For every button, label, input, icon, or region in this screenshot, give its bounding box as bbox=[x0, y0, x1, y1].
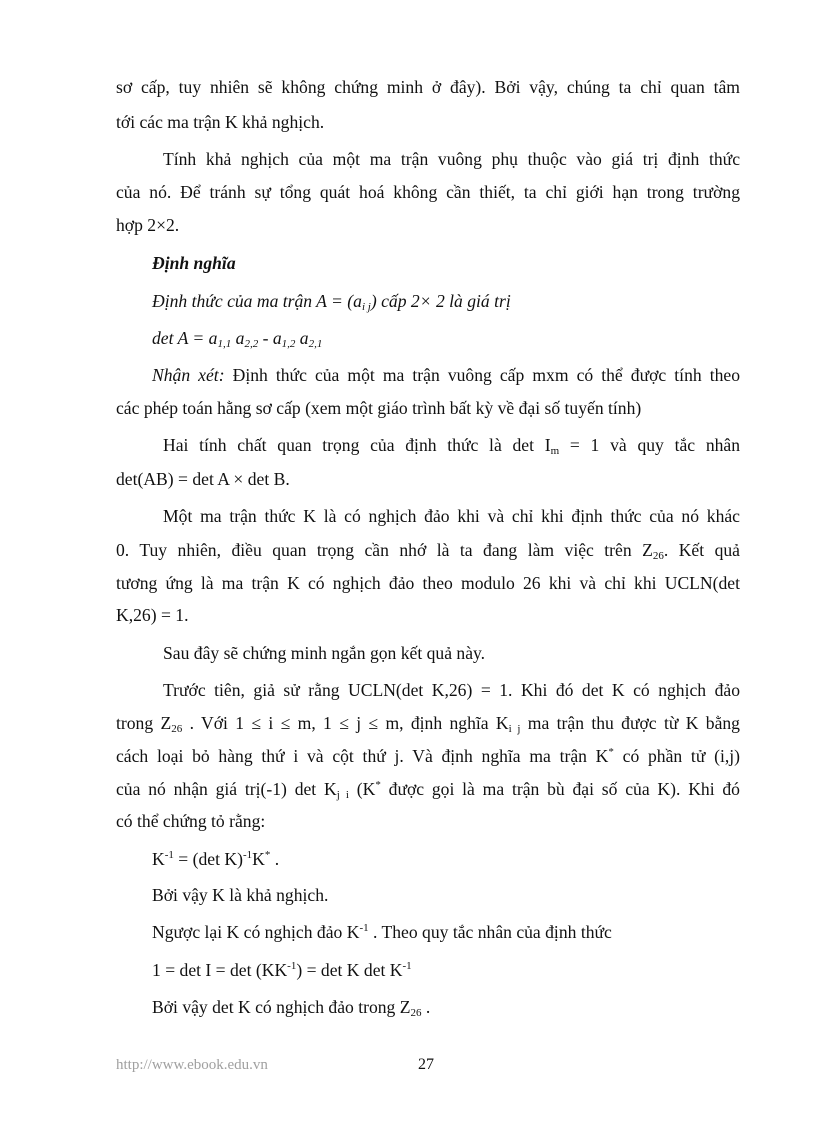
paragraph-line bbox=[116, 76, 740, 98]
text-run: . Theo quy tắc nhân của định thức bbox=[368, 922, 612, 942]
formula-line bbox=[152, 848, 740, 870]
paragraph-line bbox=[163, 148, 740, 170]
paragraph-line bbox=[116, 712, 740, 734]
text-run: Một ma trận thức K là có nghịch đảo khi và chỉ khi định thức của nó khác bbox=[163, 506, 740, 526]
text-run: = (det K) bbox=[173, 849, 243, 869]
subscript: 26 bbox=[410, 1007, 422, 1019]
text-run: Bởi vậy K là khả nghịch. bbox=[152, 885, 329, 905]
text-run: (K bbox=[348, 779, 376, 799]
paragraph-line bbox=[116, 468, 740, 490]
text-run: có phần tử (i,j) bbox=[613, 746, 740, 766]
paragraph-line bbox=[116, 778, 740, 800]
paragraph-line bbox=[163, 505, 740, 527]
remark-label: Nhận xét: bbox=[152, 365, 225, 385]
superscript: -1 bbox=[402, 960, 412, 972]
paragraph-line bbox=[152, 996, 740, 1018]
text-run: det(AB) = det A × det B. bbox=[116, 469, 290, 489]
definition-line bbox=[152, 290, 740, 312]
subscript: 26 bbox=[171, 723, 183, 735]
text-run: của nó. Để tránh sự tổng quát hoá không cần thiết, ta chỉ giới hạn trong trường bbox=[116, 182, 740, 202]
definition-heading bbox=[152, 252, 740, 274]
superscript: -1 bbox=[359, 922, 369, 934]
superscript: * bbox=[264, 849, 271, 861]
text-run: . bbox=[270, 849, 280, 869]
text-run: K bbox=[252, 849, 265, 869]
subscript: 1,2 bbox=[281, 338, 296, 350]
subscript: j i bbox=[336, 789, 349, 801]
paragraph-line bbox=[152, 884, 740, 906]
subscript: m bbox=[550, 445, 560, 457]
formula-line bbox=[152, 327, 740, 349]
text-run: ) = det K det K bbox=[296, 960, 403, 980]
paragraph-line bbox=[152, 921, 740, 943]
text-run: = 1 và quy tắc nhân bbox=[559, 435, 741, 455]
superscript: -1 bbox=[164, 849, 174, 861]
text-run: tương ứng là ma trận K có nghịch đảo theo modulo 26 khi và chỉ khi UCLN(det bbox=[116, 573, 740, 593]
text-run: K bbox=[152, 849, 165, 869]
paragraph-line bbox=[152, 364, 740, 386]
text-run: Tính khả nghịch của một ma trận vuông phụ thuộc vào giá trị định thức bbox=[163, 149, 740, 169]
subscript: 26 bbox=[652, 550, 664, 562]
text-run: Bởi vậy det K có nghịch đảo trong Z bbox=[152, 997, 411, 1017]
footer-url-link[interactable]: http://www.ebook.edu.vn bbox=[116, 1057, 268, 1073]
text-run: . Kết quả bbox=[663, 540, 740, 560]
paragraph-line bbox=[163, 679, 740, 701]
text-run: Định thức của một ma trận vuông cấp mxm có thể được tính theo bbox=[224, 365, 741, 385]
text-run: . Với 1 ≤ i ≤ m, 1 ≤ j ≤ m, định nghĩa K bbox=[182, 713, 509, 733]
text-run: K,26) = 1. bbox=[116, 605, 189, 625]
text-run: cách loại bỏ hàng thứ i và cột thứ j. Và định nghĩa ma trận K bbox=[116, 746, 609, 766]
text-run: Định nghĩa bbox=[152, 253, 236, 273]
subscript: i j bbox=[508, 723, 521, 735]
text-run: a bbox=[295, 328, 309, 348]
page-number: 27 bbox=[418, 1056, 434, 1073]
text-run: Ngược lại K có nghịch đảo K bbox=[152, 922, 360, 942]
text-run: trong Z bbox=[116, 713, 172, 733]
paragraph-line bbox=[116, 810, 740, 832]
text-run: của nó nhận giá trị(-1) det K bbox=[116, 779, 337, 799]
paragraph-line bbox=[116, 604, 740, 626]
paragraph-line bbox=[116, 214, 740, 236]
text-run: a bbox=[231, 328, 245, 348]
paragraph-line bbox=[116, 572, 740, 594]
text-run: det A = a bbox=[152, 328, 218, 348]
text-run: được gọi là ma trận bù đại số của K). Khi đó bbox=[380, 779, 740, 799]
subscript: i j bbox=[361, 301, 371, 313]
paragraph-line bbox=[116, 745, 740, 767]
text-run: ) cấp 2× 2 là giá trị bbox=[370, 291, 511, 311]
text-run: Định thức của ma trận A = (a bbox=[152, 291, 362, 311]
paragraph-line bbox=[116, 539, 740, 561]
text-run: có thể chứng tỏ rằng: bbox=[116, 811, 266, 831]
subscript: 2,2 bbox=[244, 338, 259, 350]
text-run: - a bbox=[258, 328, 282, 348]
subscript: 1,1 bbox=[217, 338, 232, 350]
paragraph-line bbox=[163, 642, 740, 664]
formula-line bbox=[152, 959, 740, 981]
text-run: Sau đây sẽ chứng minh ngắn gọn kết quả này. bbox=[163, 643, 486, 663]
text-run: 1 = det I = det (KK bbox=[152, 960, 288, 980]
paragraph-line bbox=[116, 397, 740, 419]
text-run: tới các ma trận K khả nghịch. bbox=[116, 112, 325, 132]
paragraph-line bbox=[163, 434, 740, 456]
text-run: sơ cấp, tuy nhiên sẽ không chứng minh ở đây). Bởi vậy, chúng ta chỉ quan tâm bbox=[116, 77, 740, 97]
text-run: hợp 2×2. bbox=[116, 215, 180, 235]
text-run: 0. Tuy nhiên, điều quan trọng cần nhớ là ta đang làm việc trên Z bbox=[116, 540, 653, 560]
text-run: các phép toán hằng sơ cấp (xem một giáo trình bất kỳ về đại số tuyến tính) bbox=[116, 398, 642, 418]
superscript: -1 bbox=[242, 849, 253, 861]
text-run: Hai tính chất quan trọng của định thức là det I bbox=[163, 435, 551, 455]
paragraph-line bbox=[116, 111, 740, 133]
text-run: ma trận thu được từ K bằng bbox=[520, 713, 740, 733]
text-run: Trước tiên, giả sử rằng UCLN(det K,26) = 1. Khi đó det K có nghịch đảo bbox=[163, 680, 740, 700]
superscript: -1 bbox=[287, 960, 297, 972]
subscript: 2,1 bbox=[308, 338, 323, 350]
superscript: * bbox=[375, 779, 381, 791]
superscript: * bbox=[608, 746, 614, 758]
paragraph-line bbox=[116, 181, 740, 203]
text-run: . bbox=[421, 997, 431, 1017]
